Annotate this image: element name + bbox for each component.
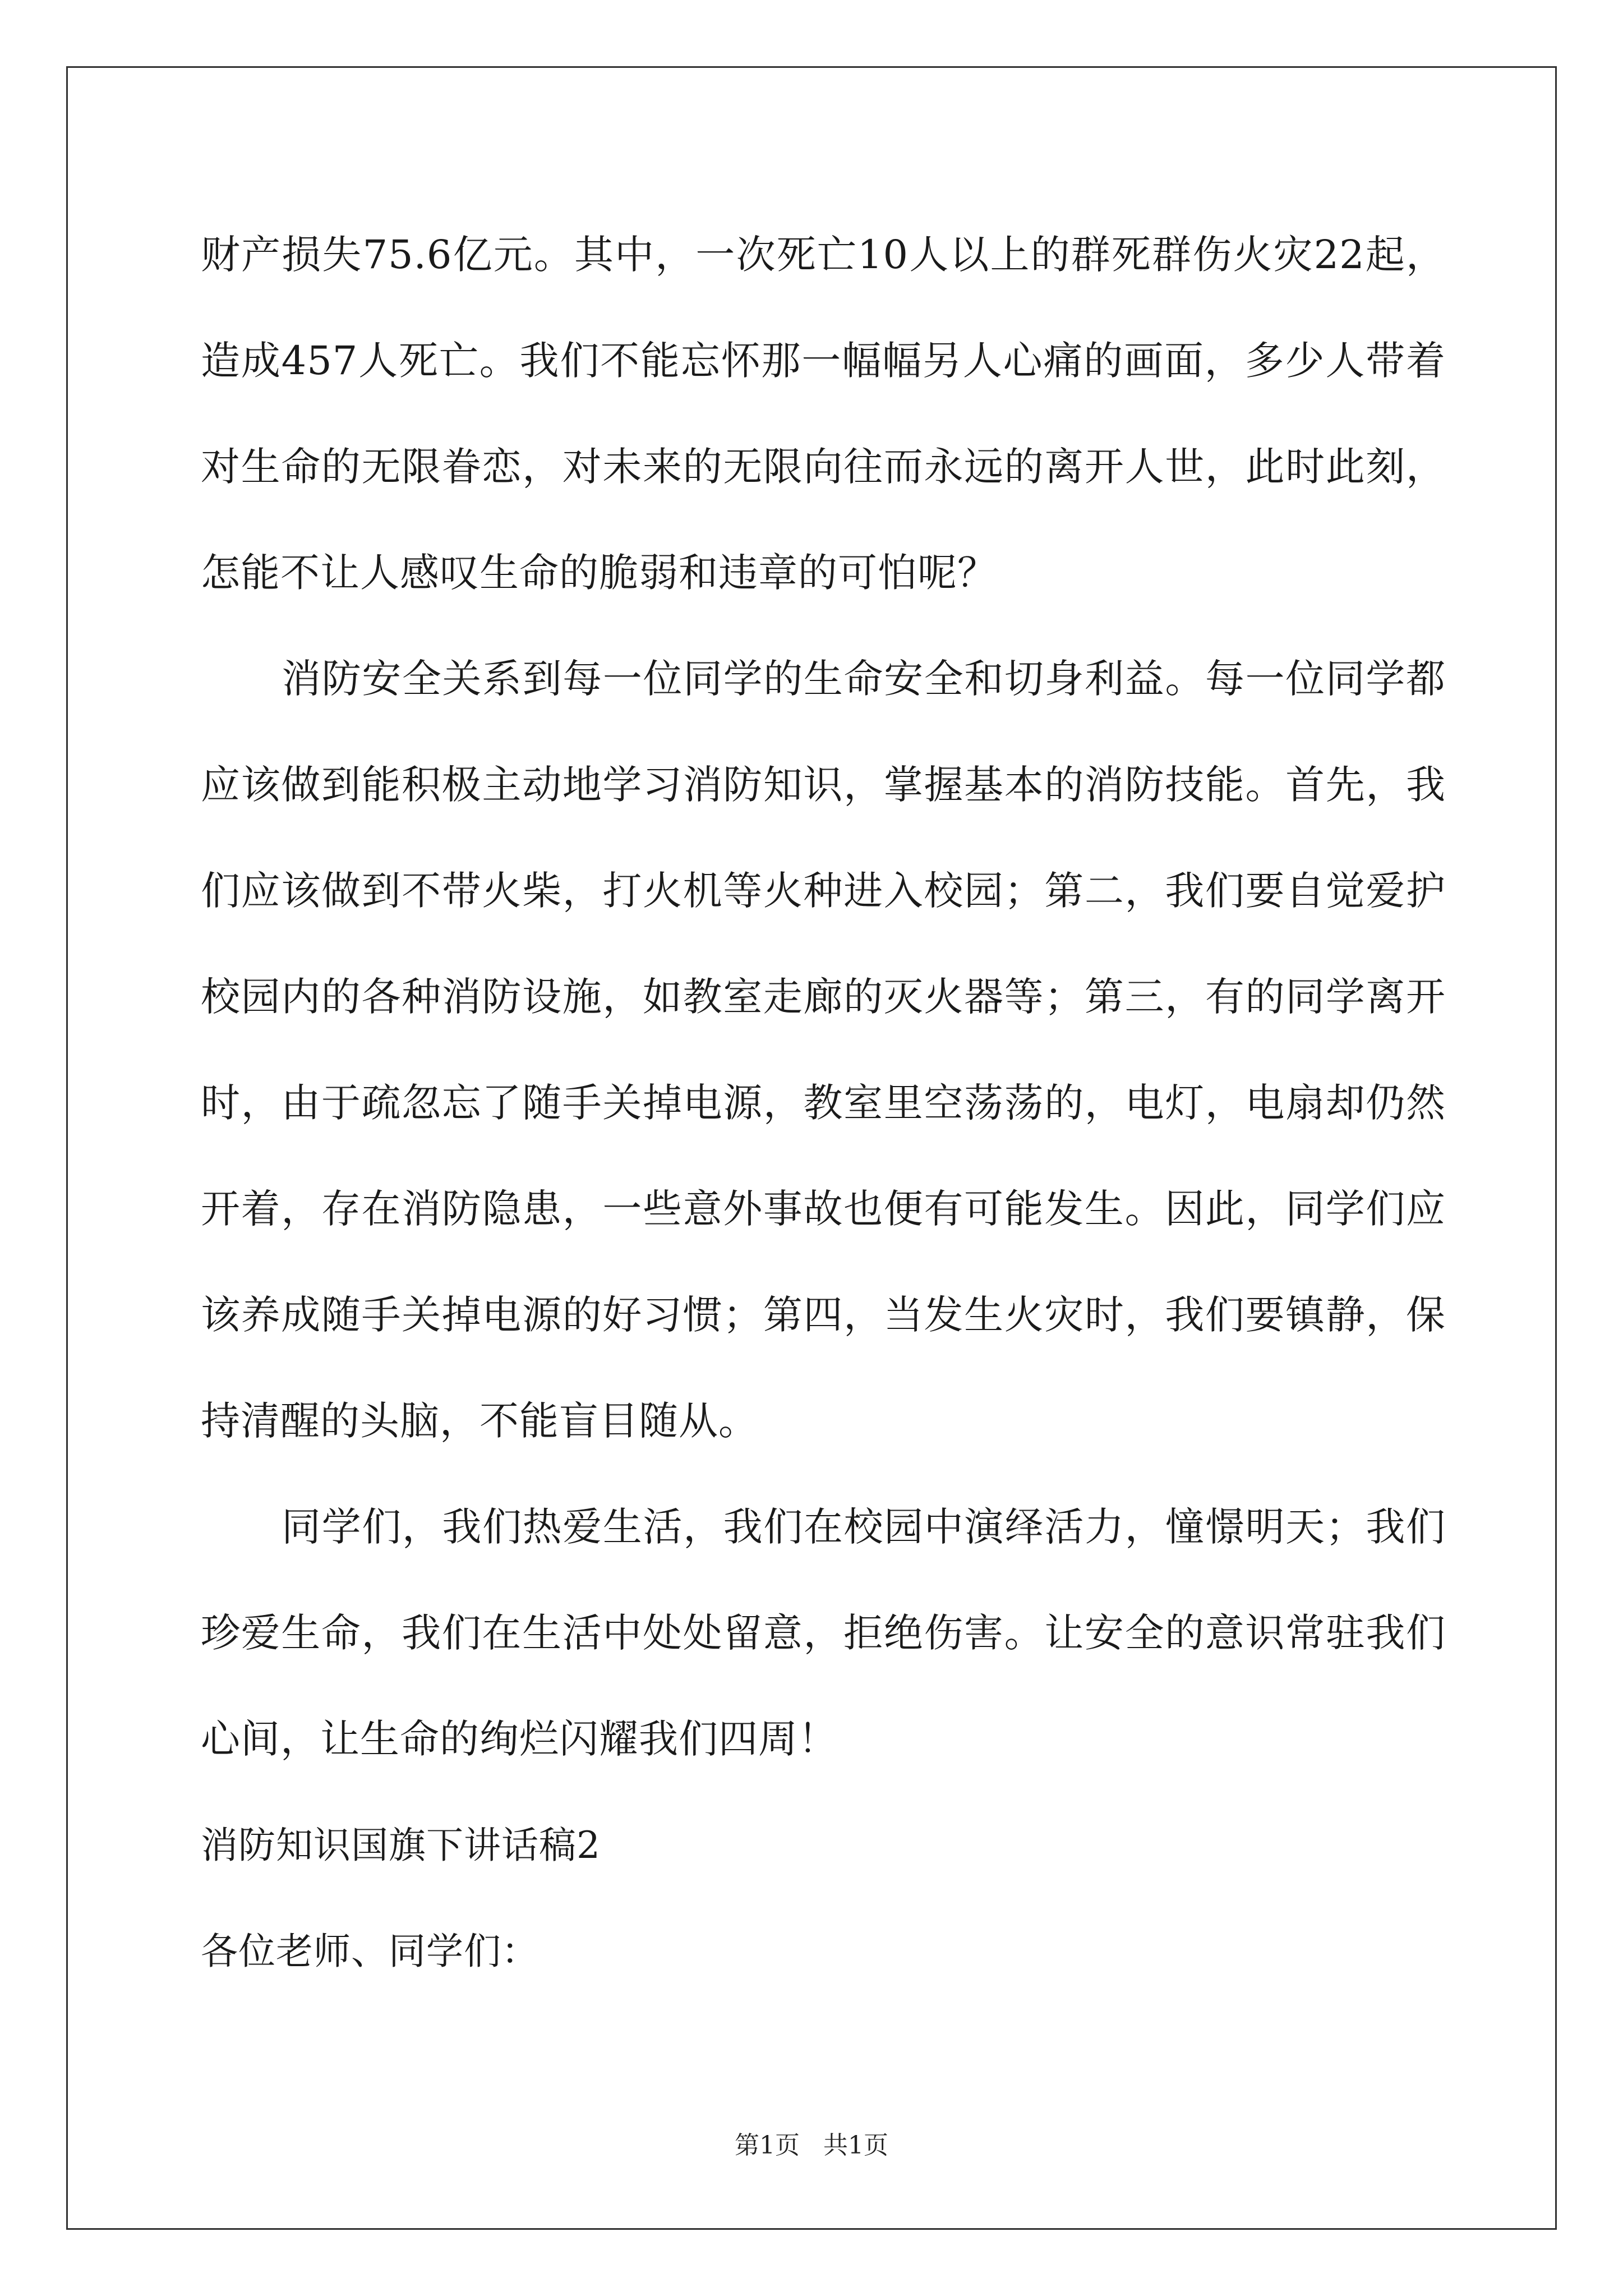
- speech-heading: 消防知识国旗下讲话稿2: [201, 1824, 601, 1867]
- paragraph-closing: 同学们，我们热爱生活，我们在校园中演绎活力，憧憬明天；我们珍爱生命，我们在生活中处处留意，拒绝伤害。让安全的意识常驻我们心间，让生命的绚烂闪耀我们四周！: [201, 1504, 1446, 1762]
- page-total: 共1页: [823, 2131, 888, 2160]
- page-number: 第1页: [735, 2131, 800, 2160]
- salutation: 各位老师、同学们：: [201, 1930, 539, 1973]
- paragraph-fire-safety: 消防安全关系到每一位同学的生命安全和切身利益。每一位同学都应该做到能积极主动地学习消防知识，掌握基本的消防技能。首先，我们应该做到不带火柴，打火机等火种进入校园；第二，我们要自觉爱护校园内的各种消防设施，如教室走廊的灭火器等；第三，有的同学离开时，由于疏忽忘了随手关掉电源，教室里空荡荡的，电灯，电扇却仍然开着，存在消防隐患，一些意外事故也便有可能发生。因此，同学们应该养成随手关掉电源的好习惯；第四，当发生火灾时，我们要镇静，保持清醒的头脑，不能盲目随从。: [201, 656, 1446, 1444]
- paragraph-continuation: 财产损失75.6亿元。其中，一次死亡10人以上的群死群伤火灾22起，造成457人死亡。我们不能忘怀那一幅幅另人心痛的画面，多少人带着对生命的无限眷恋，对未来的无限向往而永远的离开人世，此时此刻，怎能不让人感叹生命的脆弱和违章的可怕呢？: [201, 232, 1446, 596]
- document-body: [201, 202, 1446, 2004]
- page-footer: [0, 2129, 1623, 2162]
